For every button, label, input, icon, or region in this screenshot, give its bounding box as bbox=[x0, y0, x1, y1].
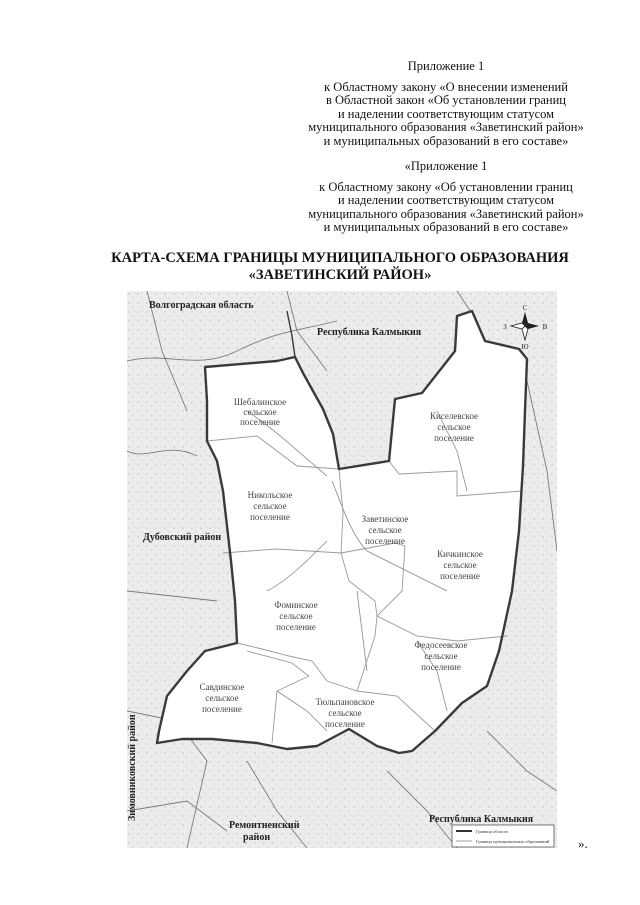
svg-text:сельское: сельское bbox=[205, 693, 239, 703]
appendix-new-line: и муниципальных образований в его составе» bbox=[323, 133, 569, 148]
svg-text:сельское: сельское bbox=[437, 422, 471, 432]
appendix-old-line: и муниципальных образований в его составе» bbox=[323, 220, 569, 234]
appendix-new-line: в Областной закон «Об установлении границ bbox=[325, 93, 566, 107]
svg-text:Никольское: Никольское bbox=[247, 490, 293, 500]
appendix-new-line: и наделении соответствующим статусом bbox=[337, 106, 555, 121]
svg-text:поселение: поселение bbox=[434, 433, 474, 443]
appendix-old-title: «Приложение 1 bbox=[404, 159, 488, 173]
appendix-old-line: муниципального образования «Заветинский район» bbox=[308, 206, 584, 221]
appendix-new-line: муниципального образования «Заветинский район» bbox=[308, 120, 584, 134]
svg-text:Фоминское: Фоминское bbox=[274, 600, 318, 610]
legend-item-municipal: Граница муниципальных образований bbox=[476, 839, 550, 844]
svg-text:поселение: поселение bbox=[365, 536, 405, 546]
neighbor-remontnensky: Ремонтненский bbox=[229, 820, 300, 831]
svg-text:поселение: поселение bbox=[325, 719, 365, 729]
svg-text:сельское: сельское bbox=[443, 560, 477, 570]
svg-text:Заветинское: Заветинское bbox=[361, 514, 409, 524]
appendix-new-line: к Областному закону «О внесении изменений bbox=[324, 79, 568, 94]
appendix-new-title: Приложение 1 bbox=[407, 59, 485, 73]
svg-text:сельское: сельское bbox=[368, 525, 402, 535]
svg-text:сельское: сельское bbox=[279, 611, 313, 621]
compass-south: Ю bbox=[521, 343, 529, 351]
settlement-savdinskoe bbox=[200, 682, 245, 714]
compass-north: С bbox=[522, 304, 528, 312]
svg-text:поселение: поселение bbox=[240, 417, 280, 427]
appendix-old-line: к Областному закону «Об установлении границ bbox=[319, 179, 573, 194]
svg-text:поселение: поселение bbox=[250, 512, 290, 522]
settlement-zavetinskoe bbox=[362, 514, 409, 546]
compass-east: В bbox=[542, 323, 548, 331]
neighbor-kalmykia-bottom: Республика Калмыкия bbox=[429, 814, 534, 825]
map-title-line: «ЗАВЕТИНСКИЙ РАЙОН» bbox=[248, 267, 432, 283]
appendix-old-header bbox=[296, 160, 596, 235]
neighbor-volgograd: Волгоградская область bbox=[149, 300, 254, 311]
svg-text:поселение: поселение bbox=[440, 571, 480, 581]
svg-text:Шебалинское: Шебалинское bbox=[233, 397, 287, 407]
settlement-kichkinskoe bbox=[437, 549, 483, 581]
svg-text:сельское: сельское bbox=[328, 708, 362, 718]
settlement-nikolskoe bbox=[248, 490, 293, 522]
neighbor-remontnensky-2: район bbox=[243, 832, 271, 843]
appendix-old-line: и наделении соответствующим статусом bbox=[337, 193, 555, 207]
map-title-line: КАРТА-СХЕМА ГРАНИЦЫ МУНИЦИПАЛЬНОГО ОБРАЗОВАНИЯ bbox=[111, 250, 569, 266]
svg-text:поселение: поселение bbox=[421, 662, 461, 672]
svg-text:Кичкинское: Кичкинское bbox=[437, 549, 483, 559]
svg-text:сельское: сельское bbox=[243, 407, 277, 417]
closing-mark: ». bbox=[578, 836, 588, 851]
neighbor-dubovsky: Дубовский район bbox=[143, 532, 222, 543]
svg-text:поселение: поселение bbox=[202, 704, 242, 714]
svg-text:Тюльпановское: Тюльпановское bbox=[315, 697, 375, 707]
svg-text:Савдинское: Савдинское bbox=[199, 682, 245, 692]
neighbor-kalmykia-top: Республика Калмыкия bbox=[317, 327, 422, 338]
legend-item-oblast: Граница области bbox=[476, 829, 508, 834]
compass-west: З bbox=[503, 323, 507, 331]
map-title bbox=[60, 250, 620, 284]
svg-text:Киселевское: Киселевское bbox=[429, 411, 479, 421]
svg-text:сельское: сельское bbox=[424, 651, 458, 661]
svg-text:Федосеевское: Федосеевское bbox=[414, 640, 468, 650]
appendix-new-header bbox=[296, 60, 596, 148]
svg-text:сельское: сельское bbox=[253, 501, 287, 511]
district-map[interactable] bbox=[127, 291, 557, 848]
legend bbox=[452, 825, 554, 847]
settlement-fominskoe bbox=[274, 600, 317, 632]
neighbor-zimovnikovsky: Зимовниковский район bbox=[127, 714, 138, 821]
svg-text:поселение: поселение bbox=[276, 622, 316, 632]
